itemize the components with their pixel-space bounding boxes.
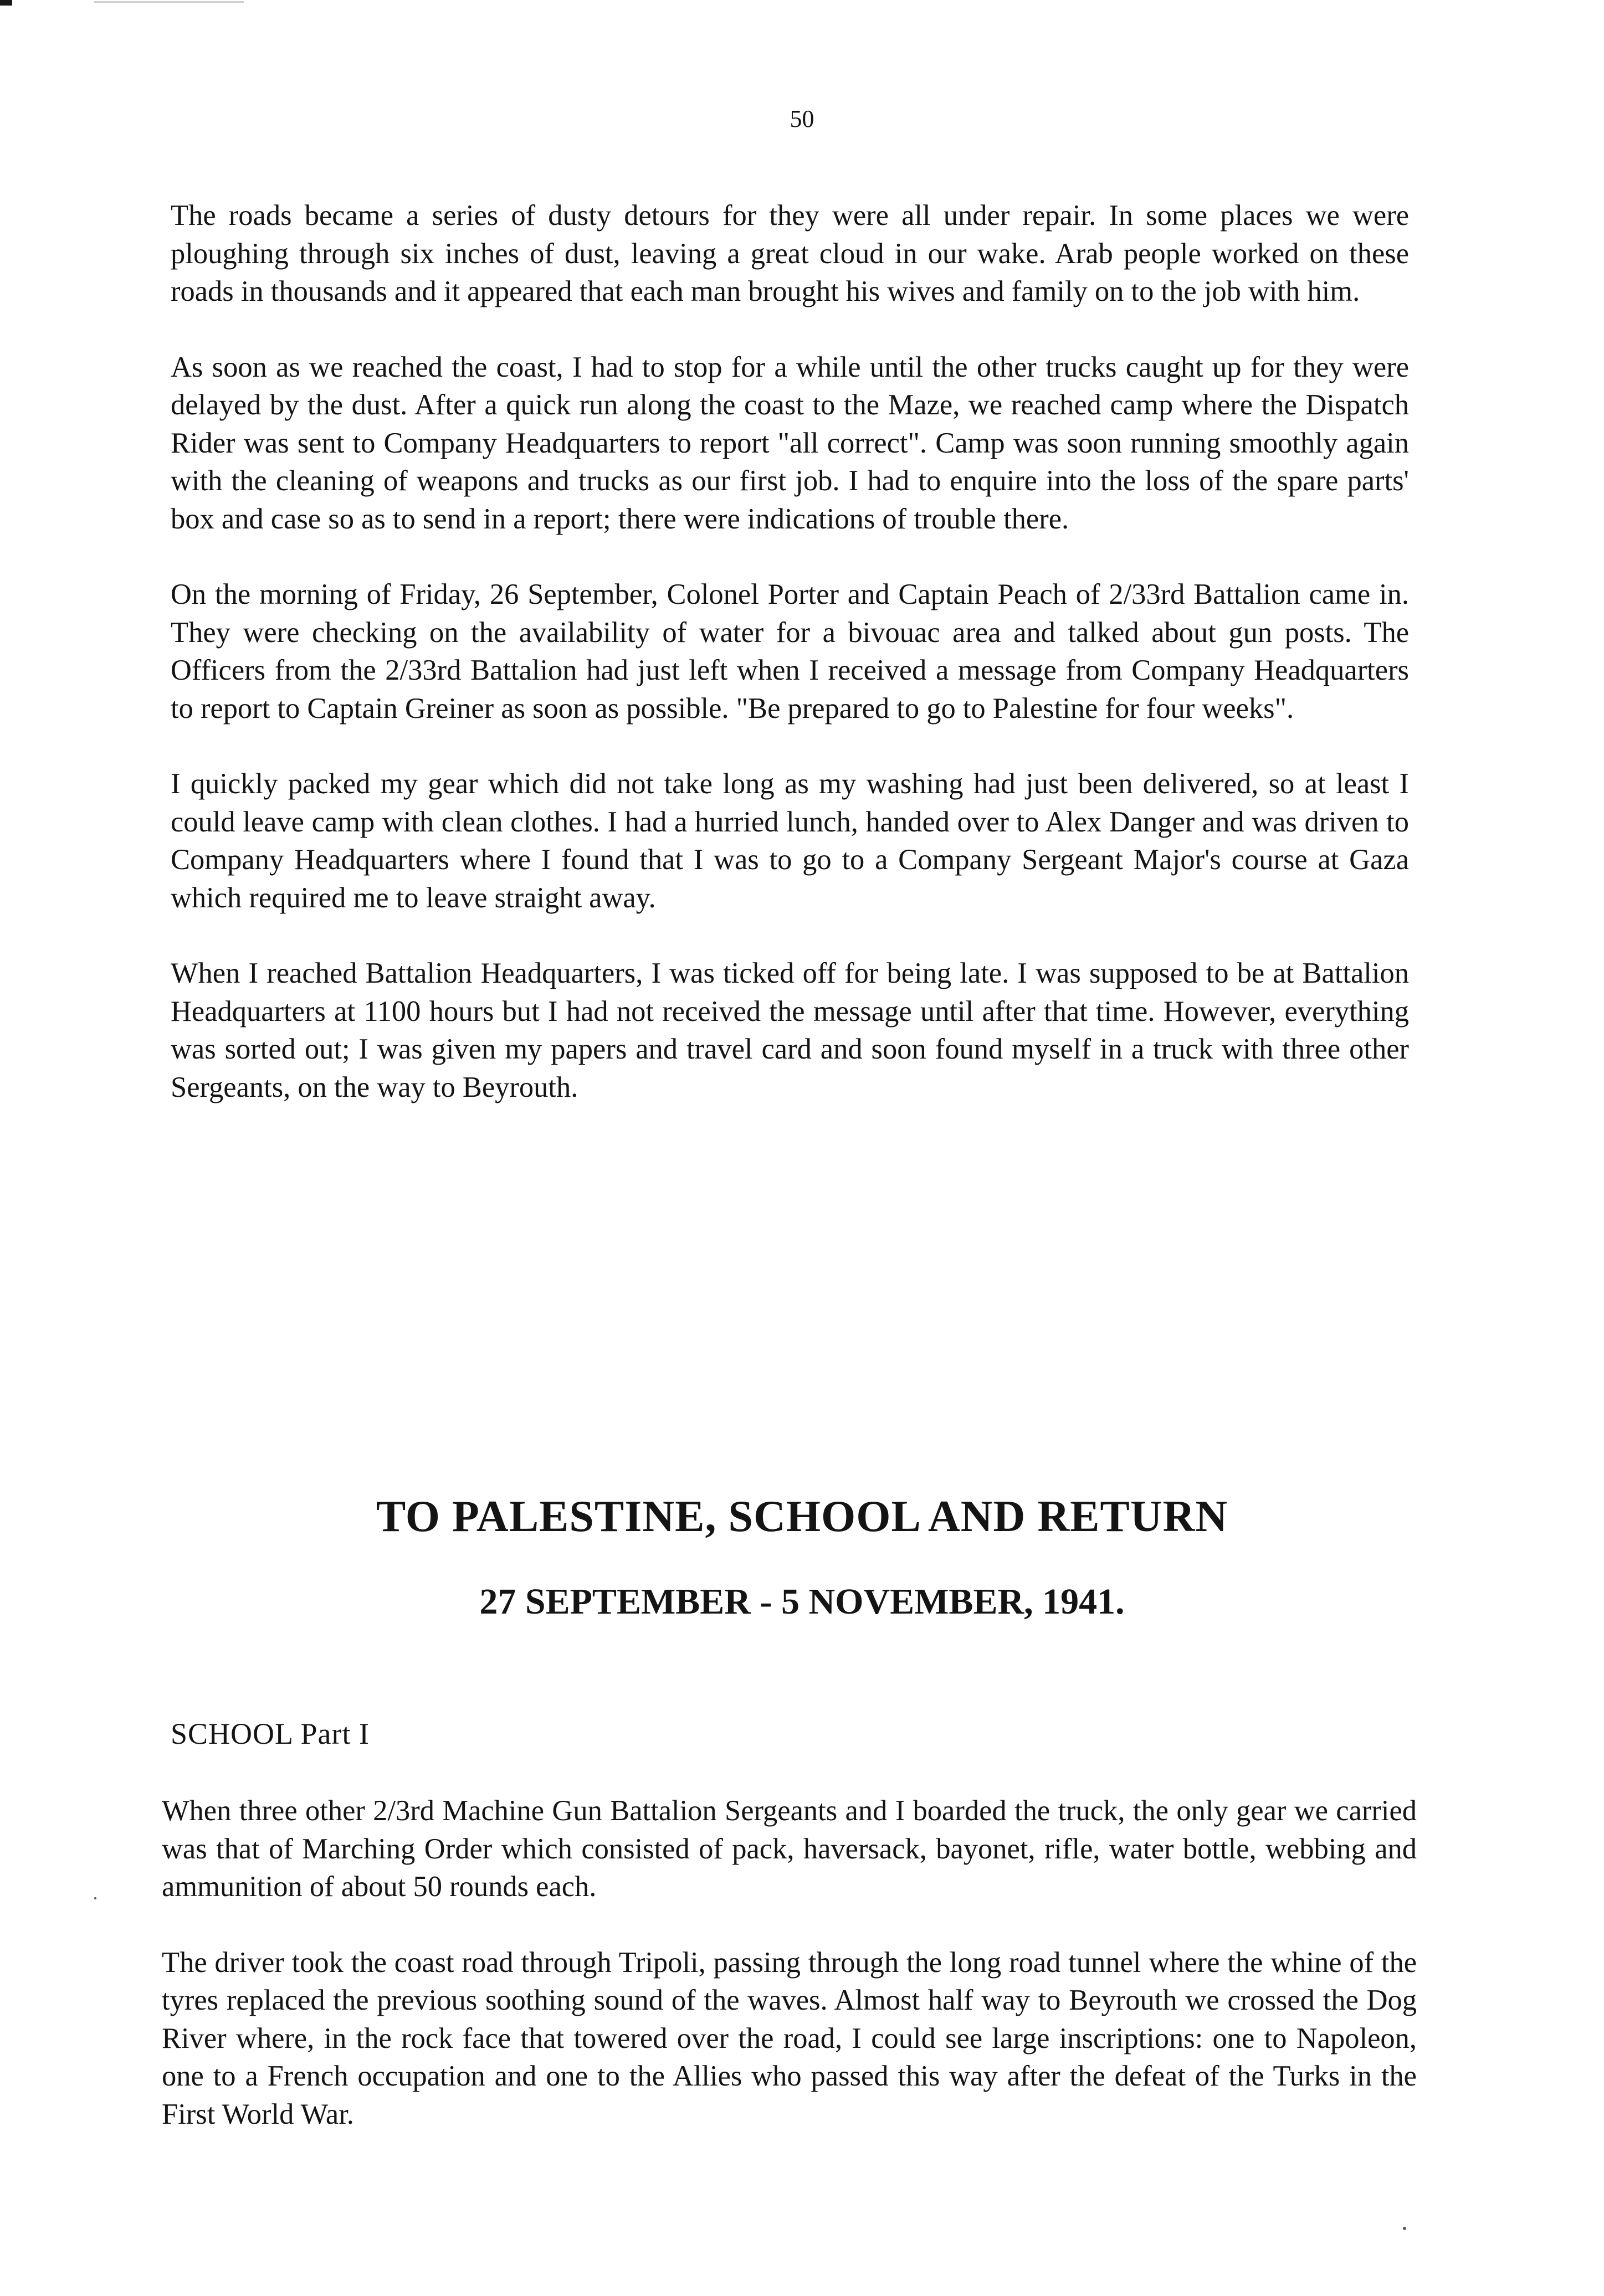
chapter-dates: 27 SEPTEMBER - 5 NOVEMBER, 1941.: [479, 1581, 1125, 1622]
section-title: SCHOOL Part I: [171, 1717, 370, 1750]
scan-edge-line: [94, 1, 244, 3]
paragraph-dusty-roads: The roads became a series of dusty detours for they were all under repair. In some places we were ploughing through six inches of dust, leaving a great cloud in our wake. Arab people worked on these roads in thousands and it appeared that each man brought his wives and family on to the job with him.: [171, 199, 1409, 307]
paragraph-gap: [171, 727, 1409, 765]
chapter-title: TO PALESTINE, SCHOOL AND RETURN: [376, 1492, 1228, 1541]
paragraph-gap: [171, 311, 1409, 348]
paragraph-gap: [162, 1906, 1417, 1944]
scan-speck: [1403, 2227, 1406, 2230]
body-text-top: [171, 197, 1409, 1106]
paragraph-reaching-coast: As soon as we reached the coast, I had to stop for a while until the other trucks caught up for they were delayed by the dust. After a quick run along the coast to the Maze, we reached camp where the Dispatch Rider was sent to Company Headquarters to report "all correct". Camp was soon running smoothly again with the cleaning of weapons and trucks as our first job. I had to enquire into the loss of the spare parts' box and case so as to send in a report; there were indications of trouble there.: [171, 351, 1409, 535]
paragraph-battalion-headquarters: When I reached Battalion Headquarters, I was ticked off for being late. I was supposed to be at Battalion Headquarters at 1100 hours but I had not received the message until after that time. However, everything was sorted out; I was given my papers and travel card and soon found myself in a truck with three other Sergeants, on the way to Beyrouth.: [171, 957, 1409, 1103]
page-number: 50: [790, 105, 814, 132]
paragraph-boarding-truck: When three other 2/3rd Machine Gun Battalion Sergeants and I boarded the truck, the only gear we carried was that of Marching Order which consisted of pack, haversack, bayonet, rifle, water bottle, webbing and ammunition of about 50 rounds each.: [162, 1795, 1417, 1903]
paragraph-coast-road: The driver took the coast road through Tripoli, passing through the long road tunnel where the whine of the tyres replaced the previous soothing sound of the waves. Almost half way to Beyrouth we crossed the Dog River where, in the rock face that towered over the road, I could see large inscriptions: one to Napoleon, one to a French occupation and one to the Allies who passed this way after the defeat of the Turks in the First World War.: [162, 1946, 1417, 2130]
scan-corner-mark: [0, 0, 12, 6]
paragraph-gap: [171, 538, 1409, 576]
paragraph-friday-morning: On the morning of Friday, 26 September, Colonel Porter and Captain Peach of 2/33rd Battalion came in. They were checking on the availability of water for a bivouac area and talked about gun posts. The Officers from the 2/33rd Battalion had just left when I received a message from Company Headquarters to report to Captain Greiner as soon as possible. "Be prepared to go to Palestine for four weeks".: [171, 578, 1409, 725]
paragraph-packing-gear: I quickly packed my gear which did not take long as my washing had just been delivered, so at least I could leave camp with clean clothes. I had a hurried lunch, handed over to Alex Danger and was driven to Company Headquarters where I found that I was to go to a Company Sergeant Major's course at Gaza which required me to leave straight away.: [171, 768, 1409, 914]
paragraph-gap: [171, 917, 1409, 954]
body-text-bottom: [162, 1792, 1417, 2133]
scan-speck: [94, 1897, 96, 1899]
